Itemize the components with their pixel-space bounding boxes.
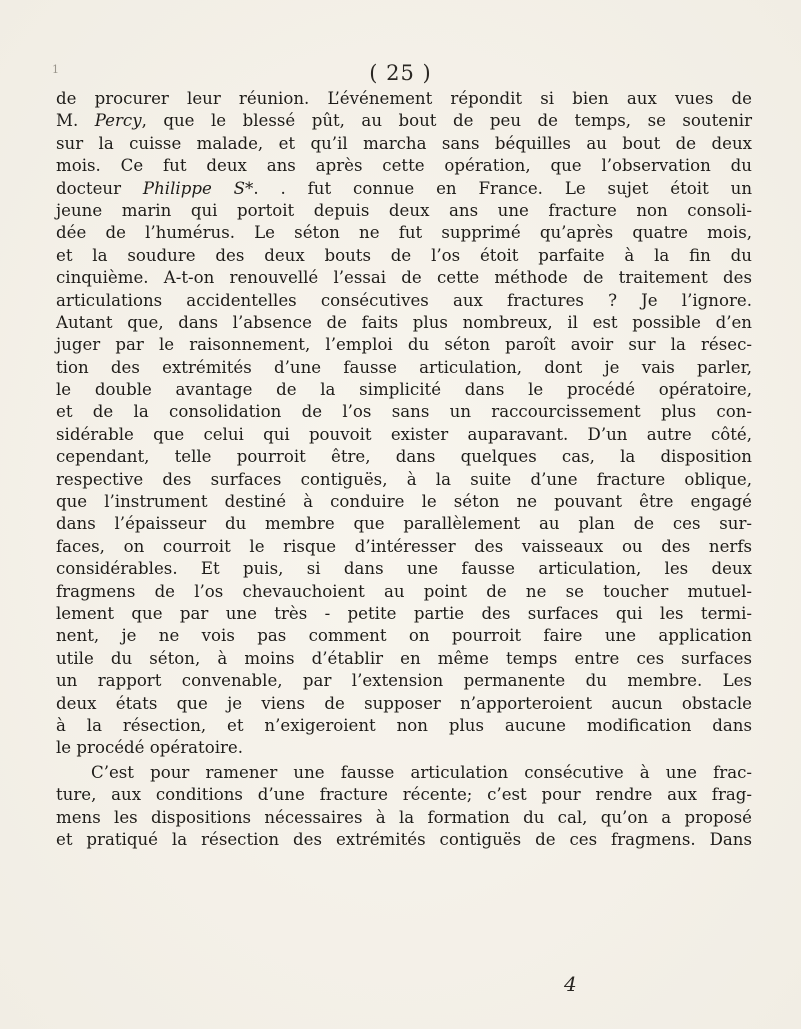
text-line: dans l’épaisseur du membre que parallèlement au plan de ces sur- xyxy=(56,514,752,534)
text-line: un rapport convenable, par l’extension permanente du membre. Les xyxy=(56,671,752,691)
text-line: juger par le raisonnement, l’emploi du séton paroît avoir sur la résec- xyxy=(56,335,752,355)
text-line: jeune marin qui portoit depuis deux ans une fracture non consoli- xyxy=(56,200,752,220)
text-line: articulations accidentelles consécutives aux fractures ? Je l’ignore. xyxy=(56,290,752,310)
text-line: utile du séton, à moins d’établir en même temps entre ces surfaces xyxy=(56,648,752,668)
page-number: ( 25 ) xyxy=(369,61,432,85)
text-line: cependant, telle pourroit être, dans quelques cas, la disposition xyxy=(56,447,752,467)
text-line: ture, aux conditions d’une fracture récente; c’est pour rendre aux frag- xyxy=(56,785,752,805)
text-line: Autant que, dans l’absence de faits plus nombreux, il est possible d’en xyxy=(56,312,752,332)
text-line: M. Percy, que le blessé pût, au bout de peu de temps, se soutenir xyxy=(56,111,752,131)
text-line: fragmens de l’os chevauchoient au point de ne se toucher mutuel- xyxy=(56,581,752,601)
text-line: faces, on courroit le risque d’intéresser des vaisseaux ou des nerfs xyxy=(56,536,752,556)
text-line: que l’instrument destiné à conduire le séton ne pouvant être engagé xyxy=(56,492,752,512)
corner-mark: 1 xyxy=(52,63,59,76)
text-line: tion des extrémités d’une fausse articulation, dont je vais parler, xyxy=(56,357,752,377)
text-line: C’est pour ramener une fausse articulation consécutive à une frac- xyxy=(91,762,752,782)
text-line: de procurer leur réunion. L’événement répondit si bien aux vues de xyxy=(56,89,752,108)
text-line: le procédé opératoire. xyxy=(56,738,244,758)
text-line: mens les dispositions nécessaires à la formation du cal, qu’on a proposé xyxy=(56,807,752,827)
paragraph-2 xyxy=(56,762,752,852)
text-line: et de la consolidation de l’os sans un raccourcissement plus con- xyxy=(56,402,752,422)
text-line: cinquième. A-t-on renouvellé l’essai de cette méthode de traitement des xyxy=(56,268,752,288)
text-line: sidérable que celui qui pouvoit exister auparavant. D’un autre côté, xyxy=(56,424,752,444)
text-line: considérables. Et puis, si dans une fausse articulation, les deux xyxy=(56,559,752,579)
text-line: le double avantage de la simplicité dans le procédé opératoire, xyxy=(56,380,752,400)
text-line: dée de l’humérus. Le séton ne fut supprimé qu’après quatre mois, xyxy=(56,223,752,243)
text-line: deux états que je viens de supposer n’apporteroient aucun obstacle xyxy=(56,693,752,713)
paragraph-1 xyxy=(56,88,752,760)
text-line: sur la cuisse malade, et qu’il marcha sans béquilles au bout de deux xyxy=(56,133,752,153)
body-text xyxy=(56,88,752,851)
text-line: et pratiqué la résection des extrémités contiguës de ces fragmens. Dans xyxy=(56,829,752,849)
text-line: à la résection, et n’exigeroient non plus aucune modification dans xyxy=(56,715,752,735)
text-line: docteur Philippe S*. . fut connue en France. Le sujet étoit un xyxy=(56,178,753,198)
text-line: lement que par une très - petite partie des surfaces qui les termi- xyxy=(56,603,752,623)
text-line: respective des surfaces contiguës, à la suite d’une fracture oblique, xyxy=(56,469,752,489)
text-line: et la soudure des deux bouts de l’os étoit parfaite à la fin du xyxy=(56,245,752,265)
signature-mark: 4 xyxy=(564,972,577,996)
text-line: mois. Ce fut deux ans après cette opération, que l’observation du xyxy=(56,156,752,176)
text-line: nent, je ne vois pas comment on pourroit faire une application xyxy=(56,626,752,646)
